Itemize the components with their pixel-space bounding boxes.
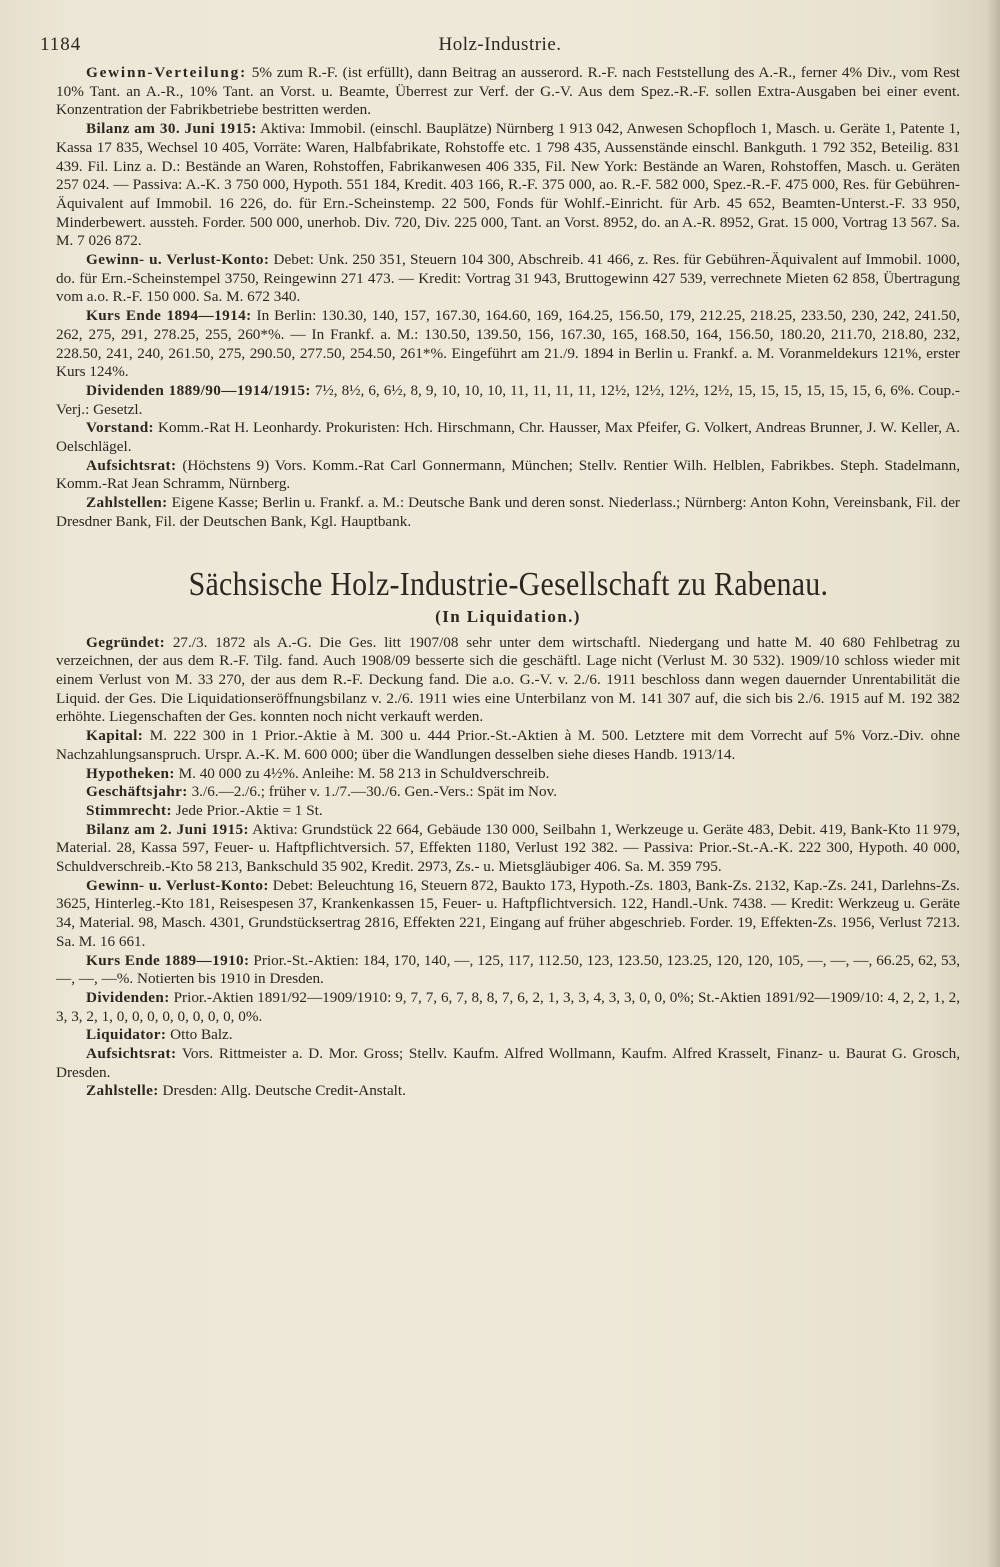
entry-paragraph [56, 1026, 960, 1045]
field-label: Dividenden: [86, 988, 170, 1006]
entry-paragraph [56, 494, 960, 531]
entry-paragraph [56, 802, 960, 821]
entry-paragraph [56, 307, 960, 382]
page-number: 1184 [40, 34, 82, 55]
company-entry [56, 634, 960, 1102]
field-text: Debet: Beleuchtung 16, Steuern 872, Baukto 173, Hypoth.-Zs. 1803, Bank-Zs. 2132, Kap.-Zs. 241, Darlehns-Zs. 3625, Hinterleg.-Kto 181, Reisespesen 37, Krankenkassen 15, Feuer- u. Haftpflichtversich. 122, Handl.-Unk. 7438. — Kredit: Werkzeug u. Geräte 34, Material. 98, Masch. 4301, Grundstücksertrag 2816, Effekten 221, Eingang auf früher abgeschrieb. Forder. 19, Effekten-Zs. 1956, Verlust 7213. Sa. M. 16 661. [56, 876, 960, 950]
field-label: Hypotheken: [86, 764, 175, 782]
field-text: 27./3. 1872 als A.-G. Die Ges. litt 1907/08 sehr unter dem wirtschaftl. Niedergang und hatte M. 40 680 Fehlbetrag zu verzeichnen, der aus dem R.-F. Tilg. fand. Auch 1908/09 besserte sich die geschäftl. Lage nicht (Verlust M. 30 532). 1909/10 schloss wieder mit einem Verlust von M. 33 270, der aus dem R.-F. Deckung fand. Die a.o. G.-V. v. 2./6. 1911 beschloss dann wegen dauernder Unrentabilität die Liquid. der Ges. Die Liquidationseröffnungsbilanz v. 2./6. 1911 wies eine Unterbilanz von M. 141 307 auf, die sich bis 2./6. 1915 auf M. 192 382 erhöhte. Liegenschaften der Ges. konnten noch nicht verkauft werden. [56, 633, 960, 726]
company-title: Sächsische Holz-Industrie-Gesellschaft zu Rabenau. [188, 565, 828, 603]
field-text: (Höchstens 9) Vors. Komm.-Rat Carl Gonnermann, München; Stellv. Rentier Wilh. Helblen, Fabrikbes. Steph. Stadelmann, Komm.-Rat Jean Schramm, Nürnberg. [56, 456, 960, 493]
entry-paragraph [56, 821, 960, 877]
field-label: Zahlstellen: [86, 494, 168, 512]
field-label: Gewinn-Verteilung: [86, 64, 247, 81]
field-text: M. 222 300 in 1 Prior.-Aktie à M. 300 u. 444 Prior.-St.-Aktien à M. 500. Letztere mit dem Vorrecht auf 5% Vorz.-Div. ohne Nachzahlungsanspruch. Urspr. A.-K. M. 600 000; über die Wandlungen desselben siehe dieses Handb. 1913/14. [56, 727, 960, 763]
entry-paragraph [56, 634, 960, 728]
entry-paragraph [56, 727, 960, 764]
field-text: Dresden: Allg. Deutsche Credit-Anstalt. [158, 1082, 406, 1100]
page-header [40, 34, 960, 60]
field-label: Dividenden 1889/90—1914/1915: [86, 381, 311, 399]
field-text: 3./6.—2./6.; früher v. 1./7.—30./6. Gen.-Vers.: Spät im Nov. [187, 783, 558, 801]
entry-paragraph [56, 64, 960, 120]
entry-paragraph [56, 952, 960, 989]
field-text: Eigene Kasse; Berlin u. Frankf. a. M.: Deutsche Bank und deren sonst. Niederlass.; Nürnberg: Anton Kohn, Vereinsbank, Fil. der Dresdner Bank, Fil. der Deutschen Bank, Kgl. Hauptbank. [56, 494, 960, 530]
field-label: Kurs Ende 1894—1914: [86, 307, 252, 325]
entry-continuation [56, 64, 960, 532]
page-content [56, 64, 960, 1101]
field-text: Komm.-Rat H. Leonhardy. Prokuristen: Hch. Hirschmann, Chr. Hausser, Max Pfeifer, G. Volkert, Andreas Brunner, J. W. Keller, A. Oelschlägel. [56, 419, 960, 456]
entry-paragraph [56, 382, 960, 419]
field-text: Aktiva: Grundstück 22 664, Gebäude 130 000, Seilbahn 1, Werkzeuge u. Geräte 483, Debit. 419, Bank-Kto 11 979, Material. 28, Kassa 597, Feuer- u. Haftpflichtversich. 57, Effekten 1180, Verlust 192 382. — Passiva: Prior.-St.-A.-K. 222 300, Hypoth. 40 000, Schuldverschreib.-Kto 58 213, Bankschuld 35 902, Kredit. 2973, Zs.- u. Mietsgläubiger 406. Sa. M. 359 795. [56, 820, 961, 876]
entry-paragraph [56, 783, 960, 802]
page-edge-shadow [986, 0, 1000, 1567]
field-label: Bilanz am 2. Juni 1915: [86, 820, 249, 838]
field-text: In Berlin: 130.30, 140, 157, 167.30, 164.60, 169, 164.25, 156.50, 179, 212.25, 218.25, 233.50, 230, 242, 241.50, 262, 275, 291, 278.25, 255, 260*%. — In Frankf. a. M.: 130.50, 139.50, 156, 167.30, 165, 168.50, 164, 156.50, 180.20, 211.70, 218.80, 232, 228.50, 241, 240, 261.50, 275, 290.50, 277.50, 254.50, 261*%. Eingeführt am 21./9. 1894 in Berlin u. Frankf. a. M. Voranmeldekurs 121%, erster Kurs 124%. [56, 307, 960, 381]
field-label: Vorstand: [86, 419, 155, 437]
entry-paragraph [56, 251, 960, 307]
entry-paragraph [56, 419, 960, 456]
entry-paragraph [56, 877, 960, 952]
field-label: Gewinn- u. Verlust-Konto: [86, 876, 269, 894]
field-text: Debet: Unk. 250 351, Steuern 104 300, Abschreib. 41 466, z. Res. für Gebühren-Äquivalent auf Immobil. 1000, do. für Ern.-Scheinstempel 3750, Reingewinn 271 473. — Kredit: Vortrag 31 943, Bruttogewinn 427 539, verrechnete Mieten 62 858, Übertragung vom a.o. R.-F. 150 000. Sa. M. 672 340. [56, 251, 961, 306]
field-label: Liquidator: [86, 1026, 167, 1044]
entry-paragraph [56, 1082, 960, 1101]
field-label: Geschäftsjahr: [86, 783, 188, 801]
field-label: Kapital: [86, 727, 144, 745]
entry-paragraph [56, 457, 960, 494]
entry-paragraph [56, 765, 960, 784]
field-text: M. 40 000 zu 4½%. Anleihe: M. 58 213 in Schuldverschreib. [174, 764, 550, 782]
field-text: Otto Balz. [166, 1026, 233, 1044]
field-label: Aufsichtsrat: [86, 456, 177, 474]
running-head: Holz-Industrie. [438, 34, 562, 55]
field-text: Vors. Rittmeister a. D. Mor. Gross; Stellv. Kaufm. Alfred Wollmann, Kaufm. Alfred Krasselt, Finanz- u. Baurat G. Grosch, Dresden. [56, 1045, 960, 1081]
field-label: Stimmrecht: [86, 801, 172, 819]
field-label: Aufsichtsrat: [86, 1045, 177, 1063]
field-label: Gegründet: [86, 633, 166, 651]
entry-paragraph [56, 120, 960, 251]
field-text: 7½, 8½, 6, 6½, 8, 9, 10, 10, 10, 11, 11, 11, 11, 12½, 12½, 12½, 12½, 15, 15, 15, 15, 15, 15, 6, 6%. Coup.-Verj.: Gesetzl. [56, 381, 960, 418]
entry-paragraph [56, 989, 960, 1026]
field-text: Prior.-Aktien 1891/92—1909/1910: 9, 7, 7, 6, 7, 8, 8, 7, 6, 2, 1, 3, 3, 4, 3, 3, 0, 0, 0%; St.-Aktien 1891/92—1909/10: 4, 2, 2, 1, 2, 3, 3, 2, 1, 0, 0, 0, 0, 0, 0, 0, 0, 0%. [56, 988, 960, 1025]
field-text: Jede Prior.-Aktie = 1 St. [171, 801, 323, 819]
field-text: 5% zum R.-F. (ist erfüllt), dann Beitrag an ausserord. R.-F. nach Feststellung des A.-R., ferner 4% Div., vom Rest 10% Tant. an A.-R., 10% Tant. an Vorst. u. Beamte, Überrest zur Verf. der G.-V. Aus dem Spez.-R.-F. sollen Extra-Ausgaben bei einer event. Konzentration der Fabrikbetriebe bestritten werden. [56, 64, 960, 119]
company-heading [56, 566, 960, 628]
field-text: Aktiva: Immobil. (einschl. Bauplätze) Nürnberg 1 913 042, Anwesen Schopfloch 1, Masch. u. Geräte 1, Patente 1, Kassa 17 835, Wechsel 10 405, Vorräte: Waren, Halbfabrikate, Rohstoffe etc. 1 798 435, Aussenstände einschl. Bankguth. 1 792 352, Beteilig. 831 439. Fil. Linz a. D.: Bestände an Waren, Rohstoffen, Fabrikanwesen 406 335, Fil. New York: Bestände an Waren, Rohstoffen, Masch. u. Geräten 257 024. — Passiva: A.-K. 3 750 000, Hypoth. 551 184, Kredit. 403 166, R.-F. 375 000, ao. R.-F. 582 000, Spez.-R.-F. 475 000, Res. für Gebühren-Äquivalent auf Immobil. 16 226, do. für Ern.-Scheinstemp. 22 500, Fonds für Wohlf.-Einricht. für Arb. 45 652, Beamten-Unterst.-F. 33 950, Minderbewert. aussteh. Forder. 500 000, unerhob. Div. 720, Div. 225 000, Tant. an Vorst. 8952, do. an A.-R. 8952, Grat. 15 000, Vortrag 13 567. Sa. M. 7 026 872. [56, 120, 960, 250]
entry-paragraph [56, 1045, 960, 1082]
field-text: Prior.-St.-Aktien: 184, 170, 140, —, 125, 117, 112.50, 123, 123.50, 123.25, 120, 120, 105, —, —, —, 66.25, 62, 53, —, —, —%. Notierten bis 1910 in Dresden. [56, 951, 961, 988]
field-label: Kurs Ende 1889—1910: [86, 951, 250, 969]
field-label: Gewinn- u. Verlust-Konto: [86, 251, 270, 269]
company-subtitle: (In Liquidation.) [435, 606, 581, 626]
field-label: Zahlstelle: [86, 1082, 159, 1100]
field-label: Bilanz am 30. Juni 1915: [86, 120, 257, 138]
